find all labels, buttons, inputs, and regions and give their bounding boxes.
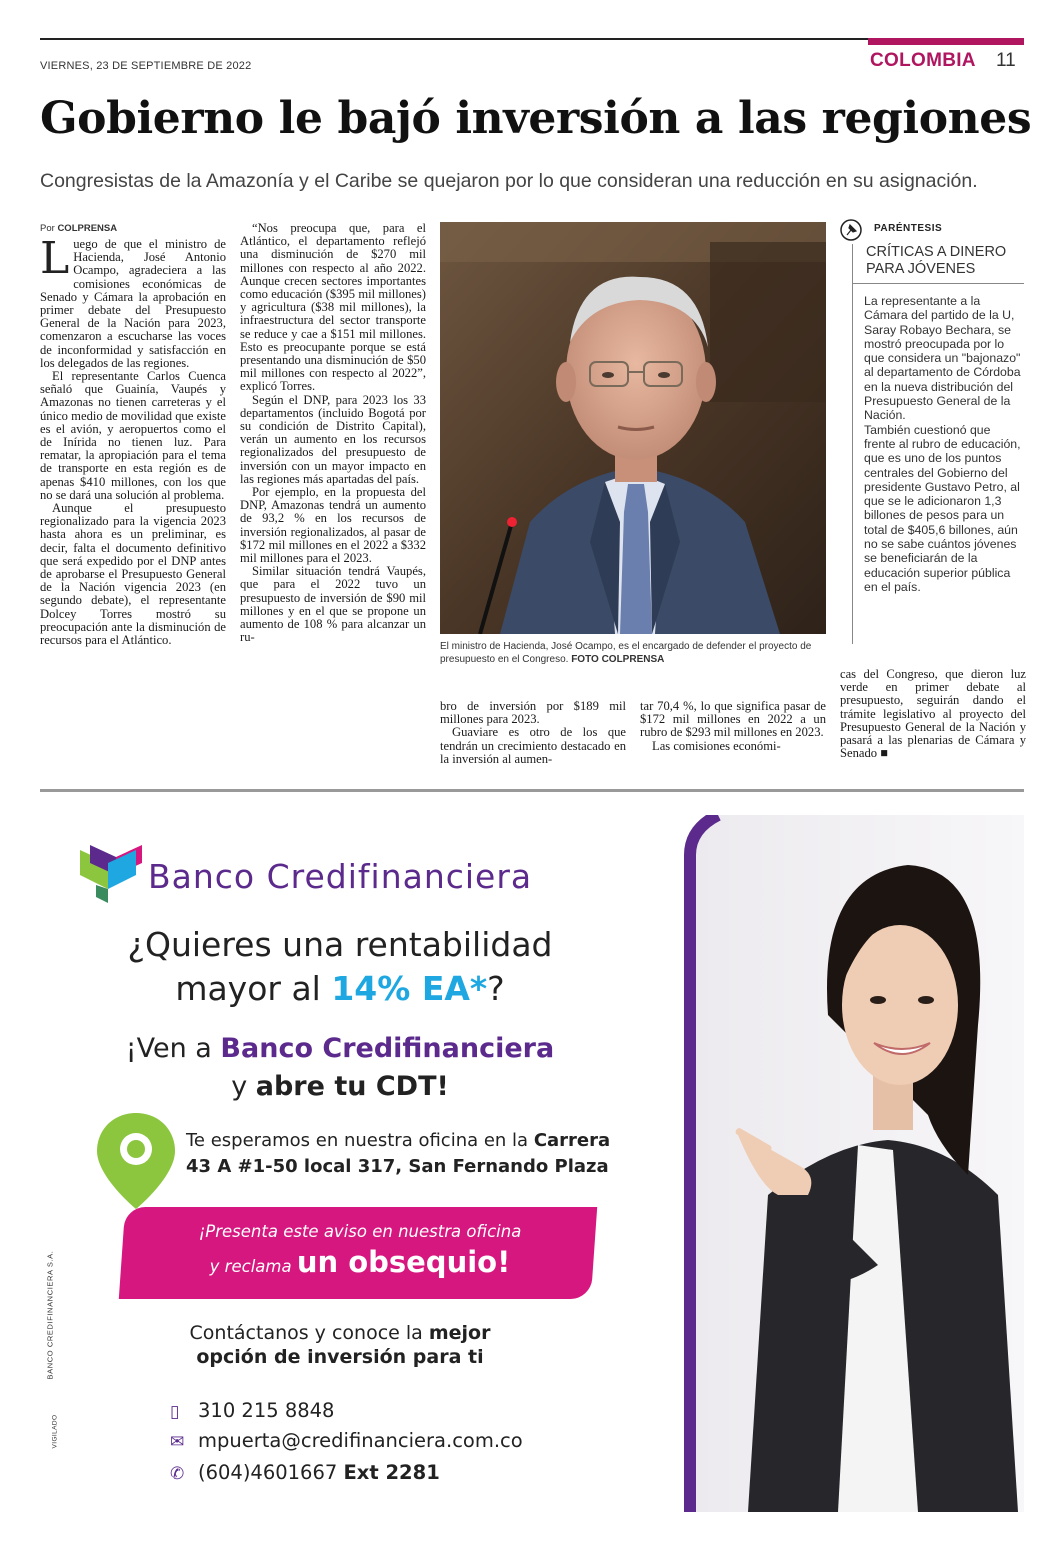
ad-email: ✉ mpuerta@credifinanciera.com.co bbox=[170, 1429, 523, 1452]
ad-question-line-1: ¿Quieres una rentabilidad bbox=[127, 925, 553, 964]
drop-cap: L bbox=[40, 238, 70, 284]
subhead: Congresistas de la Amazonía y el Caribe se quejaron por lo que consideran una reducción en su asignación. bbox=[40, 170, 978, 192]
paragraph: Por ejemplo, en la propuesta del DNP, Amazonas tendrá un aumento de 93,2 % en los recursos de inversión regionalizados, al pasar de $172 mil millones en el 2022 a $332 mil millones para el 2023. bbox=[240, 485, 426, 566]
bank-brand-name: Banco Credifinanciera bbox=[148, 857, 533, 896]
sidebar-divider bbox=[852, 283, 1024, 284]
ad-invite-line-1: ¡Ven a Banco Credifinanciera bbox=[125, 1033, 555, 1064]
sidebar-body bbox=[864, 294, 1024, 594]
minister-photo-illustration bbox=[440, 222, 826, 634]
dateline: VIERNES, 23 DE SEPTIEMBRE DE 2022 bbox=[40, 60, 252, 72]
phone-icon: ✆ bbox=[170, 1464, 185, 1484]
paragraph: bro de inversión por $189 mil millones para 2023. bbox=[440, 700, 626, 727]
paragraph: “Nos preocupa que, para el Atlántico, el departamento reflejó una disminución de $270 mil millones con respecto al año 2022. Aunque crecen sectores importantes como educación ($395 mil millones) y agricultura ($38 mil millones), la infraestructura del sector transporte se reduce y cae a $151 mil millones. Esto es preocupante porque se está presentando una disminución de $50 mil millones con respecto al 2022”, explicó Torres. bbox=[240, 222, 426, 394]
ad-model-photo bbox=[678, 815, 1024, 1512]
byline bbox=[40, 223, 117, 234]
paragraph: Guaviare es otro de los que tendrán un crecimiento destacado en la inversión al aumen- bbox=[440, 725, 626, 766]
location-pin-icon bbox=[95, 1111, 177, 1211]
headline: Gobierno le bajó inversión a las regiones bbox=[40, 93, 1032, 144]
promo-text: ¡Presenta este aviso en nuestra oficina y reclama un obsequio! bbox=[198, 1222, 522, 1279]
section-divider bbox=[40, 789, 1024, 792]
article-column-5 bbox=[840, 668, 1026, 774]
paragraph: Luego de que el ministro de Hacienda, José Antonio Ocampo, agradeciera a las comisiones económicas de Senado y Cámara la aprobación en primer debate del Presupuesto General de la Nación para 2023, comenzaron a escucharse las voces de inconformidad y satisfacción en los delegados de las regiones. bbox=[40, 238, 226, 370]
email-icon: ✉ bbox=[170, 1432, 185, 1452]
paragraph: El representante Carlos Cuenca señaló que Guainía, Vaupés y Amazonas no tienen carreteras y el único medio de movilidad que existe es el avión, y aeropuertos como el de Inírida no tienen luz. Para rematar, la apropiación para el tema de transporte en esta región es de apenas $410 millones, con los que no se dará una solución al problema. bbox=[40, 369, 226, 502]
pin-icon bbox=[840, 219, 862, 241]
bank-advertisement bbox=[40, 815, 1024, 1512]
paragraph: Aunque el presupuesto regionalizado para la vigencia 2023 hasta ahora es un preliminar, es decir, falta el documento definitivo que será expedido por el DNP antes de aprobarse el Presupuesto General de la Nación vigencia 2023 (en segundo debate), el representante Dolcey Torres mostró su preocupación ante la disminución de recursos para el Atlántico. bbox=[40, 501, 226, 648]
mobile-phone-icon: ▯ bbox=[170, 1402, 180, 1422]
byline-prefix: Por bbox=[40, 223, 55, 234]
sidebar-label: PARÉNTESIS bbox=[874, 223, 943, 234]
sidebar-paragraph: También cuestionó que frente al rubro de educación, que es uno de los puntos centrales del Gobierno del presidente Gustavo Petro, al que se le adicionaron 1,3 billones de pesos para un total de $405,6 billones, aún no se sabe cuántos jóvenes se beneficiarán de la educación superior pública en el país. bbox=[864, 422, 1021, 594]
page-number: 11 bbox=[996, 50, 1016, 71]
article-column-4 bbox=[640, 700, 826, 772]
minister-photo bbox=[440, 222, 826, 634]
vigilado-vertical-text: VIGILADO bbox=[51, 1414, 59, 1449]
ad-contact-callout: Contáctanos y conoce la mejor opción de inversión para ti bbox=[189, 1322, 491, 1368]
ad-invite-line-2: y abre tu CDT! bbox=[231, 1071, 449, 1102]
ad-mobile-phone: ▯ 310 215 8848 bbox=[170, 1399, 335, 1422]
article-column-3 bbox=[440, 700, 626, 772]
sidebar-paragraph: La representante a la Cámara del partido de la U, Saray Robayo Bechara, se mostró preocupada por lo que considera un "bajonazo" al departamento de Córdoba en la nueva distribución del Presupuesto General de la Nación. bbox=[864, 294, 1021, 423]
paragraph: Las comisiones económi- bbox=[652, 738, 781, 753]
ad-address: Te esperamos en nuestra oficina en la Carrera 43 A #1-50 local 317, San Fernando Plaza bbox=[186, 1130, 611, 1177]
byline-source: COLPRENSA bbox=[57, 223, 118, 234]
article-column-1 bbox=[40, 238, 226, 774]
section-color-bar bbox=[868, 38, 1024, 45]
ad-question-line-2: mayor al 14% EA*? bbox=[175, 969, 505, 1008]
legal-vertical-text: BANCO CREDIFINANCIERA S.A. bbox=[45, 1250, 55, 1380]
article-column-2 bbox=[240, 222, 426, 774]
paragraph: tar 70,4 %, lo que significa pasar de $172 mil millones en 2022 a un rubro de $293 mil millones en 2023. bbox=[640, 700, 826, 740]
paragraph: Similar situación tendrá Vaupés, que para el 2022 tuvo un presupuesto de inversión de $90 mil millones y en el que se propone un aumento de 108 % para alcanzar un ru- bbox=[240, 564, 426, 645]
sidebar-divider bbox=[852, 244, 853, 644]
rate-highlight: 14% EA* bbox=[331, 969, 488, 1008]
paragraph: Según el DNP, para 2023 los 33 departamentos (incluido Bogotá por su condición de Distrito Capital), verán un aumento en los recursos regionalizados del presupuesto de inversión con un mayor impacto en las regiones más apartadas del país. bbox=[240, 392, 426, 486]
ad-landline-phone: ✆ (604)4601667 Ext 2281 bbox=[170, 1461, 440, 1484]
photo-caption: El ministro de Hacienda, José Ocampo, es el encargado de defender el proyecto de presupuesto en el Congreso. FOTO COLPRENSA bbox=[440, 641, 812, 665]
section-name: COLOMBIA bbox=[870, 50, 976, 71]
photo-credit: FOTO COLPRENSA bbox=[571, 654, 665, 665]
bank-logo-icon bbox=[80, 845, 150, 903]
paragraph: cas del Congreso, que dieron luz verde en primer debate al presupuesto, seguirán dando el trámite legislativo al proyecto del Presupuesto General de la Nación y pasará a las plenarias de Cámara y Senado ■ bbox=[840, 668, 1026, 761]
sidebar-title: CRÍTICAS A DINERO PARA JÓVENES bbox=[866, 244, 1007, 277]
